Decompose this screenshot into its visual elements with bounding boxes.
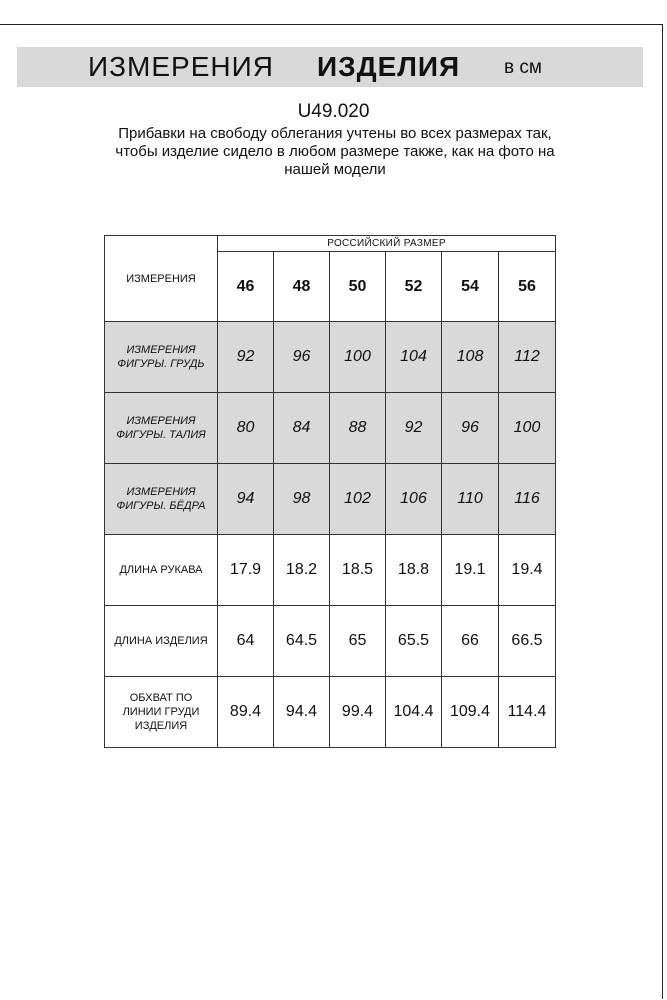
table-row [105,322,556,393]
value-cell: 100 [330,322,386,393]
value-cell: 109.4 [442,677,499,748]
row-label-line: ИЗДЕЛИЯ [134,720,188,732]
row-label-line: ИЗМЕРЕНИЯ [126,486,196,498]
table-row [105,606,556,677]
value-cell: 80 [218,393,274,464]
value-cell: 19.4 [499,535,556,606]
value-cell: 100 [499,393,556,464]
row-label-line: ЛИНИИ ГРУДИ [122,706,200,718]
row-label [105,322,218,393]
row-label-line: ОБХВАТ ПО [129,692,193,704]
value-cell: 64.5 [274,606,330,677]
table-row [105,393,556,464]
value-cell: 102 [330,464,386,535]
row-label-line: ИЗМЕРЕНИЯ [126,415,196,427]
value-cell: 110 [442,464,499,535]
row-label-line: ФИГУРЫ. БЁДРА [116,500,206,512]
row-label [105,677,218,748]
row-label [105,606,218,677]
size-header-cell: 48 [274,252,330,322]
value-cell: 66 [442,606,499,677]
row-label-line: ДЛИНА ИЗДЕЛИЯ [114,635,208,647]
row-label-line: ФИГУРЫ. ГРУДЬ [117,358,205,370]
size-header-cell: 54 [442,252,499,322]
size-group-header: РОССИЙСКИЙ РАЗМЕР [218,236,556,252]
value-cell: 92 [218,322,274,393]
table-row [105,677,556,748]
title-word-measurements: ИЗМЕРЕНИЯ [88,51,274,82]
row-label [105,535,218,606]
product-code: U49.020 [297,101,370,122]
value-cell: 18.5 [330,535,386,606]
table-row [105,535,556,606]
value-cell: 104 [386,322,442,393]
row-label-line: ИЗМЕРЕНИЯ [126,344,196,356]
value-cell: 18.8 [386,535,442,606]
value-cell: 98 [274,464,330,535]
table-row [105,464,556,535]
value-cell: 96 [274,322,330,393]
row-label [105,393,218,464]
size-table [104,235,556,748]
value-cell: 89.4 [218,677,274,748]
value-cell: 92 [386,393,442,464]
row-label-line: ДЛИНА РУКАВА [119,564,203,576]
value-cell: 99.4 [330,677,386,748]
value-cell: 104.4 [386,677,442,748]
value-cell: 108 [442,322,499,393]
row-label-line: ФИГУРЫ. ТАЛИЯ [116,429,206,441]
size-header-cell: 52 [386,252,442,322]
value-cell: 64 [218,606,274,677]
size-header-cell: 56 [499,252,556,322]
title-word-item: ИЗДЕЛИЯ [317,51,461,82]
value-cell: 116 [499,464,556,535]
value-cell: 94 [218,464,274,535]
value-cell: 84 [274,393,330,464]
value-cell: 112 [499,322,556,393]
title-banner [17,47,643,87]
value-cell: 66.5 [499,606,556,677]
value-cell: 94.4 [274,677,330,748]
corner-label: ИЗМЕРЕНИЯ [105,236,218,322]
value-cell: 65 [330,606,386,677]
size-header-cell: 46 [218,252,274,322]
value-cell: 18.2 [274,535,330,606]
value-cell: 19.1 [442,535,499,606]
fit-note: Прибавки на свободу облегания учтены во всех размерах так, чтобы изделие сидело в любом размере также, как на фото на нашей модели [115,125,555,178]
value-cell: 114.4 [499,677,556,748]
value-cell: 88 [330,393,386,464]
value-cell: 96 [442,393,499,464]
value-cell: 17.9 [218,535,274,606]
size-header-cell: 50 [330,252,386,322]
value-cell: 106 [386,464,442,535]
title-unit: в см [504,57,542,78]
row-label [105,464,218,535]
value-cell: 65.5 [386,606,442,677]
